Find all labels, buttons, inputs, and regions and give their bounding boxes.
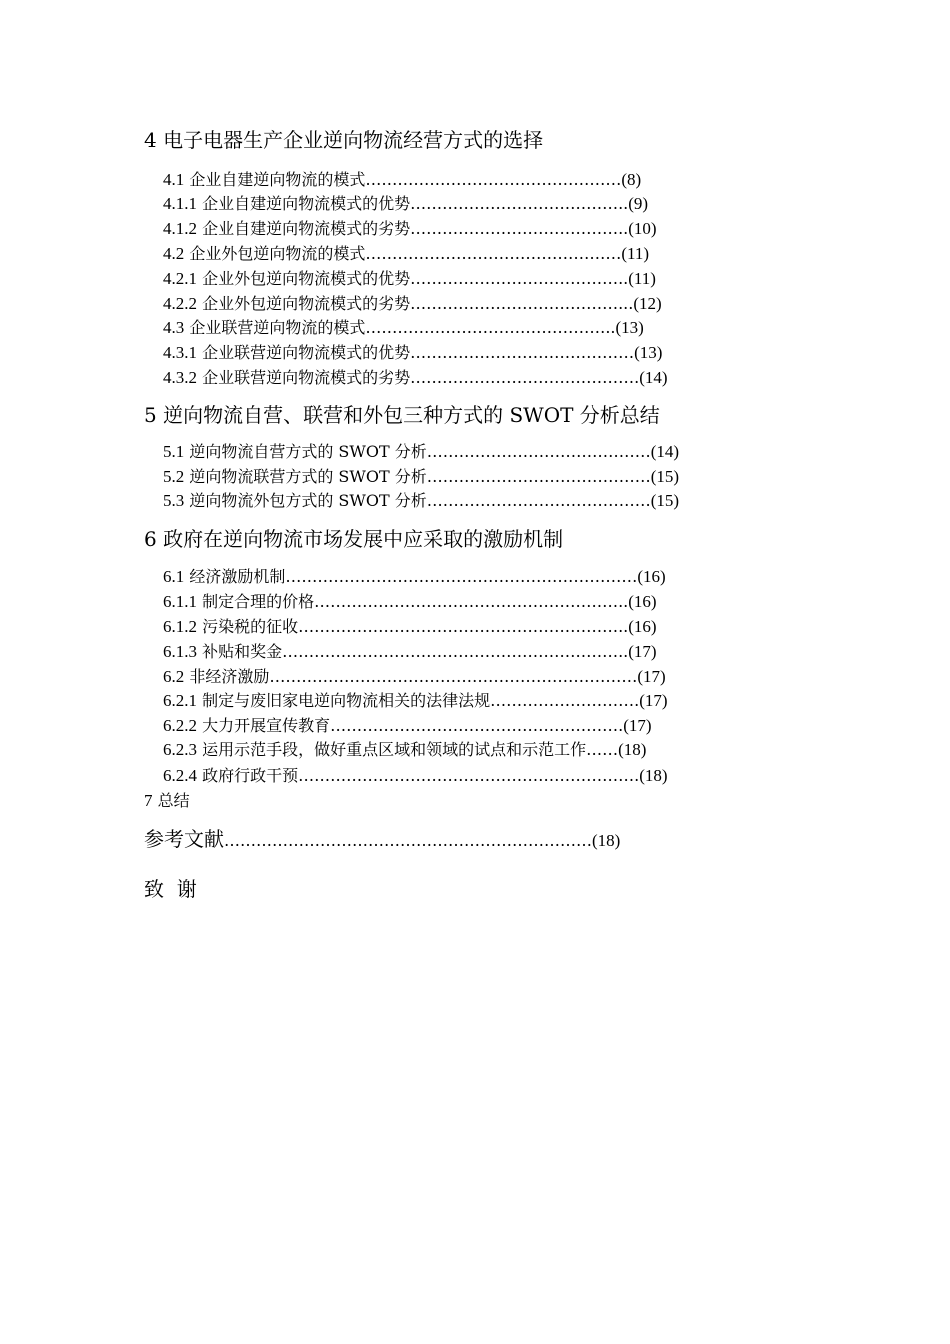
- toc-entry-4-1-1[interactable]: 4.1.1 企业自建逆向物流模式的优势…………………………………..(9): [163, 194, 649, 213]
- toc-entry-4-2-2[interactable]: 4.2.2 企业外包逆向物流模式的劣势…………………………………...(12): [163, 294, 662, 313]
- toc-entry-6-1-2[interactable]: 6.1.2 污染税的征收……………………………………………………..(16): [163, 617, 657, 636]
- toc-entry-7[interactable]: 7 总结: [144, 791, 190, 810]
- toc-entry-5-1[interactable]: 5.1 逆向物流自营方式的 SWOT 分析……………………………………(14): [163, 442, 680, 461]
- toc-entry-6-2-2[interactable]: 6.2.2 大力开展宣传教育……………………………………………….(17): [163, 716, 652, 735]
- toc-entry-4-1[interactable]: 4.1 企业自建逆向物流的模式…………………………………………(8): [163, 170, 642, 189]
- toc-heading-acknowledgements: 致 谢: [144, 877, 197, 901]
- toc-entry-4-3-2[interactable]: 4.3.2 企业联营逆向物流模式的劣势…………………………………….(14): [163, 368, 668, 387]
- toc-entry-6-1-1[interactable]: 6.1.1 制定合理的价格…………………………………………………..(16): [163, 592, 657, 611]
- toc-entry-4-3-1[interactable]: 4.3.1 企业联营逆向物流模式的优势……………………………………(13): [163, 343, 663, 362]
- toc-entry-5-3[interactable]: 5.3 逆向物流外包方式的 SWOT 分析……………………………………(15): [163, 491, 680, 510]
- toc-entry-4-1-2[interactable]: 4.1.2 企业自建逆向物流模式的劣势…………………………………..(10): [163, 219, 657, 238]
- toc-entry-6-2-4[interactable]: 6.2.4 政府行政干预……………………………………………………….(18): [163, 766, 668, 785]
- toc-entry-4-2-1[interactable]: 4.2.1 企业外包逆向物流模式的优势…………………………………..(11): [163, 269, 656, 288]
- toc-entry-6-2-1[interactable]: 6.2.1 制定与废旧家电逆向物流相关的法律法规……………………….(17): [163, 691, 668, 710]
- toc-heading-references[interactable]: 参考文献……………………………………………………………(18): [144, 827, 621, 851]
- toc-entry-6-1[interactable]: 6.1 经济激励机制…………………………………………………………(16): [163, 567, 666, 586]
- toc-heading-6: 6 政府在逆向物流市场发展中应采取的激励机制: [144, 527, 564, 551]
- toc-entry-5-2[interactable]: 5.2 逆向物流联营方式的 SWOT 分析……………………………………(15): [163, 467, 680, 486]
- toc-entry-6-1-3[interactable]: 6.1.3 补贴和奖金………………………………………………………..(17): [163, 642, 657, 661]
- toc-entry-6-2-3[interactable]: 6.2.3 运用示范手段，做好重点区域和领域的试点和示范工作……(18): [163, 740, 647, 759]
- toc-heading-4: 4 电子电器生产企业逆向物流经营方式的选择: [144, 128, 544, 152]
- toc-heading-5: 5 逆向物流自营、联营和外包三种方式的 SWOT 分析总结: [144, 403, 660, 427]
- toc-entry-4-3[interactable]: 4.3 企业联营逆向物流的模式………………………………………..(13): [163, 318, 644, 337]
- toc-entry-6-2[interactable]: 6.2 非经济激励……………………………………………………………(17): [163, 667, 666, 686]
- toc-entry-4-2[interactable]: 4.2 企业外包逆向物流的模式…………………………………………(11): [163, 244, 650, 263]
